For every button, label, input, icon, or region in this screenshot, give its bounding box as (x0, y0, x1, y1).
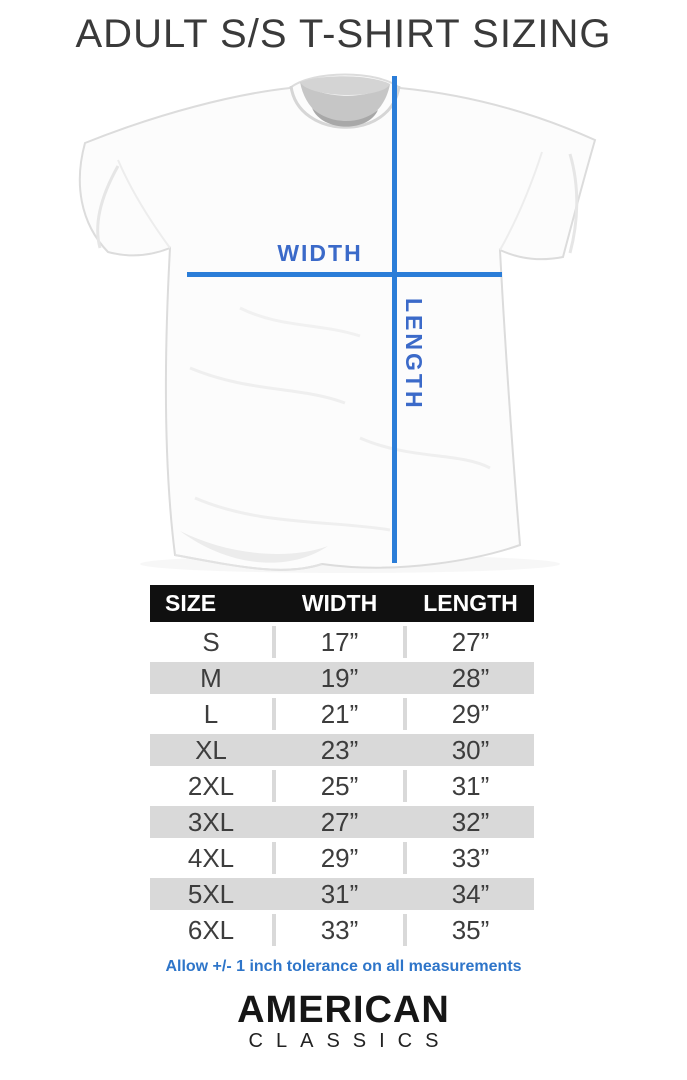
page-title: ADULT S/S T-SHIRT SIZING (75, 12, 612, 56)
table-row (150, 698, 534, 730)
sizing-table (150, 585, 534, 946)
table-cell-width: 17” (276, 626, 403, 658)
table-cell-size: XL (195, 735, 227, 765)
table-body (150, 626, 534, 946)
header-length: LENGTH (423, 590, 518, 616)
table-row (150, 806, 534, 838)
table-cell-size: S (150, 626, 272, 658)
table-row (150, 770, 534, 802)
tshirt-diagram (60, 68, 625, 578)
table-cell-length: 35” (407, 914, 534, 946)
table-cell-size: L (150, 698, 272, 730)
table-cell-size: 5XL (187, 879, 235, 909)
table-row (150, 734, 534, 766)
header-width: WIDTH (301, 590, 378, 616)
width-label: WIDTH (277, 240, 363, 266)
tshirt-image (60, 68, 625, 578)
brand-logo (0, 990, 687, 1052)
brand-name-american: AMERICAN (237, 989, 450, 1031)
table-cell-size: M (200, 663, 222, 693)
tolerance-note: Allow +/- 1 inch tolerance on all measurements (165, 958, 522, 975)
table-cell-size: 6XL (150, 914, 272, 946)
brand-name-classics: CLASSICS (248, 1030, 452, 1052)
table-cell-length: 30” (451, 735, 490, 765)
width-measure-line (187, 272, 502, 277)
table-cell-size: 4XL (150, 842, 272, 874)
table-cell-width: 25” (276, 770, 403, 802)
table-cell-length: 32” (451, 807, 490, 837)
table-cell-width: 31” (320, 879, 359, 909)
table-cell-length: 33” (407, 842, 534, 874)
table-cell-size: 3XL (187, 807, 235, 837)
table-row (150, 662, 534, 694)
table-cell-size: 2XL (150, 770, 272, 802)
table-row (150, 914, 534, 946)
table-cell-width: 19” (320, 663, 359, 693)
table-row (150, 626, 534, 658)
table-cell-width: 21” (276, 698, 403, 730)
table-cell-length: 28” (451, 663, 490, 693)
table-cell-length: 27” (407, 626, 534, 658)
table-row (150, 878, 534, 910)
table-cell-length: 29” (407, 698, 534, 730)
table-cell-width: 27” (320, 807, 359, 837)
table-cell-width: 29” (276, 842, 403, 874)
table-header-row (150, 585, 534, 622)
table-row (150, 842, 534, 874)
table-cell-length: 34” (451, 879, 490, 909)
header-size: SIZE (165, 590, 217, 616)
table-cell-width: 23” (320, 735, 359, 765)
table-cell-width: 33” (276, 914, 403, 946)
table-cell-length: 31” (407, 770, 534, 802)
length-measure-line (392, 76, 397, 563)
length-label: LENGTH (401, 298, 427, 411)
